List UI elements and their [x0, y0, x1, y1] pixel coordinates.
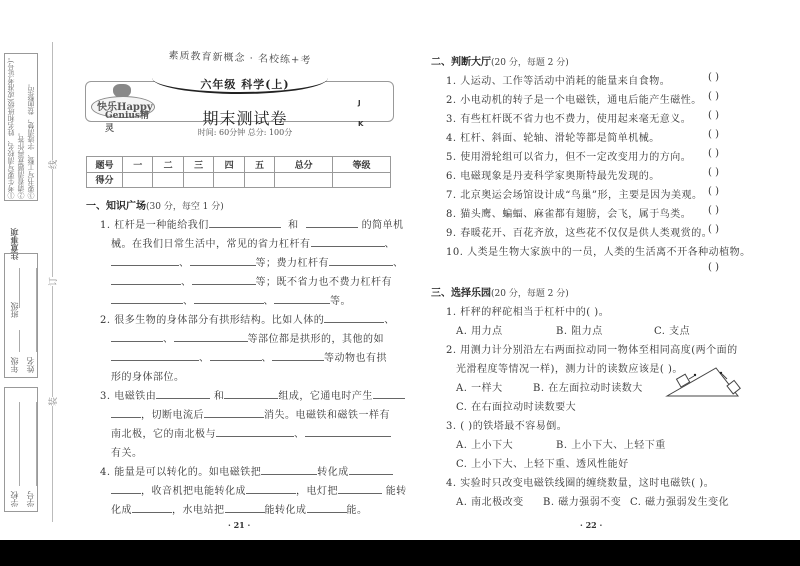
tf-item: 10. 人类是生物大家族中的一员，人类的生活离不开各种动植物。	[446, 247, 751, 258]
text: ，电灯把	[296, 486, 338, 497]
tf-item: 3. 有些杠杆既不省力也不费力，使用起来毫无意义。	[446, 114, 692, 125]
school-field[interactable]	[19, 402, 20, 486]
question-line	[111, 406, 390, 421]
mc-stem: 1. 杆秤的秤砣相当于杠杆中的( )。	[446, 307, 610, 318]
notice-item: ③要书写工整、字迹清楚，卷面整洁。	[27, 80, 35, 199]
text: 、	[163, 334, 174, 345]
answer-blank[interactable]	[132, 503, 172, 513]
text: 、	[179, 258, 190, 269]
answer-paren[interactable]: ( )	[708, 224, 719, 235]
answer-blank[interactable]	[194, 294, 264, 304]
table-cell: 题号	[87, 157, 123, 173]
answer-paren[interactable]: ( )	[708, 148, 719, 159]
table-cell: 三	[183, 157, 213, 173]
answer-blank[interactable]	[111, 294, 183, 304]
answer-paren[interactable]: ( )	[708, 205, 719, 216]
bind-char: 线	[46, 160, 59, 169]
option-b[interactable]: B. 上小下大、上轻下重	[556, 440, 666, 451]
notice-item: ①考生要写清校名、姓名和班级(或准考证号)。	[7, 53, 15, 199]
score-table	[86, 156, 391, 188]
grade-field[interactable]	[19, 330, 20, 352]
mc-stem: 光滑程度等情况一样)，测力计的读数应该是( )。	[456, 364, 683, 375]
bottom-border	[0, 540, 800, 566]
option-a[interactable]: A. 上小下大	[456, 440, 514, 451]
answer-blank[interactable]	[111, 351, 199, 361]
text: 、	[384, 315, 395, 326]
score-input-cell[interactable]	[214, 172, 244, 188]
text: 、	[199, 353, 210, 364]
answer-blank[interactable]	[305, 427, 391, 437]
option-b[interactable]: B. 磁力强弱不变	[543, 497, 622, 508]
id-field[interactable]	[36, 402, 37, 486]
question-line	[100, 387, 405, 402]
answer-blank[interactable]	[311, 237, 385, 247]
class-field[interactable]	[19, 268, 20, 308]
text: 消失。电磁铁和磁铁一样有	[264, 410, 390, 421]
answer-blank[interactable]	[324, 313, 384, 323]
text: 4. 能量是可以转化的。如电磁铁把	[100, 467, 262, 478]
answer-blank[interactable]	[274, 294, 330, 304]
answer-paren[interactable]: ( )	[708, 186, 719, 197]
text: ，切断电流后	[141, 410, 204, 421]
tf-item: 8. 猫头鹰、蝙蝠、麻雀都有翅膀，会飞，属于鸟类。	[446, 209, 692, 220]
question-line	[100, 216, 404, 231]
score-input-cell[interactable]	[275, 172, 333, 188]
answer-paren[interactable]: ( )	[708, 129, 719, 140]
text: 转化成	[317, 467, 349, 478]
table-cell: 等级	[333, 157, 391, 173]
side-mark: J	[358, 99, 361, 107]
text: 等。	[330, 296, 351, 307]
answer-blank[interactable]	[174, 332, 248, 342]
bind-char: 装	[46, 397, 59, 406]
answer-blank[interactable]	[272, 351, 324, 361]
score-input-cell[interactable]	[333, 172, 391, 188]
text: 等；费力杠杆有	[255, 258, 329, 269]
bind-char: 订	[46, 277, 59, 286]
section-heading	[86, 197, 224, 212]
tf-item: 6. 电磁现象是丹麦科学家奥斯特最先发现的。	[446, 171, 660, 182]
mc-stem: 3. ( )的铁塔最不容易倒。	[446, 421, 568, 432]
question-line	[100, 463, 393, 478]
section-note: (30 分，每空 1 分)	[146, 202, 224, 212]
option-c[interactable]: C. 在右面拉动时读数要大	[456, 402, 577, 413]
question-line	[111, 501, 368, 516]
answer-blank[interactable]	[307, 503, 347, 513]
logo-text: 快乐Happy	[97, 102, 153, 113]
mc-stem: 4. 实验时只改变电磁铁线圈的缠绕数量，这时电磁铁( )。	[446, 478, 715, 489]
tf-item: 1. 人运动、工作等活动中消耗的能量来自食物。	[446, 76, 671, 87]
question-line	[111, 235, 395, 250]
answer-blank[interactable]	[216, 427, 294, 437]
answer-paren[interactable]: ( )	[708, 167, 719, 178]
answer-blank[interactable]	[209, 218, 281, 228]
section-heading	[431, 284, 569, 299]
page-title: 期末测试卷	[202, 109, 288, 128]
brand-logo	[91, 90, 157, 134]
question-line	[111, 292, 351, 307]
text: 3. 电磁铁由	[100, 391, 157, 402]
notice-box	[4, 53, 38, 201]
name-label: 姓名	[26, 357, 35, 373]
mc-stem: 2. 用测力计分别沿左右两面拉动同一物体至相同高度(两个面的	[446, 345, 738, 356]
answer-blank[interactable]	[192, 275, 256, 285]
table-cell: 二	[153, 157, 183, 173]
option-c[interactable]: C. 上小下大、上轻下重、透风性能好	[456, 459, 629, 470]
score-input-cell[interactable]	[123, 172, 153, 188]
option-b[interactable]: B. 阻力点	[556, 326, 603, 337]
answer-paren[interactable]: ( )	[708, 262, 719, 273]
text: 等部位都是拱形的，其他的如	[247, 334, 384, 345]
question-line	[111, 273, 392, 288]
text: 的简单机	[361, 220, 404, 231]
school-id-box	[4, 387, 38, 512]
text: 有关。	[111, 448, 143, 459]
text: 等；既不省力也不费力杠杆有	[255, 277, 392, 288]
option-a[interactable]: A. 一样大	[456, 383, 503, 394]
text: 和	[213, 391, 225, 402]
text: 和	[288, 220, 299, 231]
text: 南北极，它的南北极与	[111, 429, 216, 440]
page-number: · 22 ·	[580, 520, 603, 530]
question-line	[111, 425, 391, 440]
answer-blank[interactable]	[204, 408, 264, 418]
text: 组成，它通电时产生	[278, 391, 373, 402]
question-line	[100, 311, 395, 326]
answer-blank[interactable]	[246, 484, 296, 494]
question-line	[111, 330, 384, 345]
text: 、	[384, 239, 395, 250]
text: 化成	[111, 505, 132, 516]
school-label: 学校	[10, 491, 19, 507]
text: 、	[263, 296, 274, 307]
answer-blank[interactable]	[224, 389, 278, 399]
option-c[interactable]: C. 支点	[654, 326, 691, 337]
answer-blank[interactable]	[306, 218, 358, 228]
option-c[interactable]: C. 磁力强弱发生变化	[630, 497, 730, 508]
question-line	[111, 444, 143, 459]
grade-label: 年级	[10, 357, 19, 373]
text: 、	[181, 277, 192, 288]
text: 1. 杠杆是一种能给我们	[100, 220, 209, 231]
class-label: 班级	[10, 302, 19, 318]
text: 形的身体部位。	[111, 372, 185, 383]
question-line	[111, 254, 404, 269]
answer-blank[interactable]	[210, 351, 262, 361]
text: 能转化成	[264, 505, 307, 516]
answer-blank[interactable]	[349, 465, 393, 475]
section-title: 二、判断大厅	[431, 57, 491, 68]
tf-item: 7. 北京奥运会场馆设计成“鸟巢”形，主要是因为美观。	[446, 190, 703, 201]
text: 2. 很多生物的身体部分有拱形结构。比如人体的	[100, 315, 325, 326]
text: ，收音机把电能转化成	[141, 486, 246, 497]
score-row	[87, 172, 391, 188]
section-title: 三、选择乐园	[431, 288, 491, 299]
text: 、	[261, 353, 272, 364]
side-mark: K	[358, 120, 364, 128]
table-cell: 五	[244, 157, 274, 173]
exam-meta: 时间: 60分钟 总分: 100分	[197, 128, 293, 137]
table-cell: 四	[214, 157, 244, 173]
score-input-cell[interactable]	[244, 172, 274, 188]
answer-blank[interactable]	[338, 484, 382, 494]
page-number: · 21 ·	[228, 520, 251, 530]
notice-item: ②请看清题意再作答。	[17, 129, 25, 199]
grade-class-name-box	[4, 253, 38, 378]
answer-blank[interactable]	[190, 256, 256, 266]
score-header-row	[87, 157, 391, 173]
tf-item: 9. 春暖花开、百花齐放，这些花不仅仅是供人类观赏的。	[446, 228, 713, 239]
option-a[interactable]: A. 南北极改变	[456, 497, 524, 508]
text: 械。在我们日常生活中，常见的省力杠杆有	[111, 239, 311, 250]
option-a[interactable]: A. 用力点	[456, 326, 503, 337]
notice-title: 注意事项	[9, 228, 19, 260]
name-field[interactable]	[36, 268, 37, 352]
answer-blank[interactable]	[329, 256, 393, 266]
logo-text: Genius精灵	[105, 111, 149, 134]
text: 等动物也有拱	[324, 353, 387, 364]
answer-paren[interactable]: ( )	[708, 72, 719, 83]
answer-blank[interactable]	[225, 503, 265, 513]
tf-item: 2. 小电动机的转子是一个电磁铁，通电后能产生磁性。	[446, 95, 702, 106]
id-label: 学号	[26, 491, 35, 507]
text: 能转	[385, 486, 407, 497]
answer-blank[interactable]	[111, 275, 181, 285]
table-cell: 得分	[87, 172, 123, 188]
tf-item: 4. 杠杆、斜面、轮轴、滑轮等都是简单机械。	[446, 133, 660, 144]
answer-paren[interactable]: ( )	[708, 110, 719, 121]
section-note: (20 分，每题 2 分)	[491, 289, 569, 299]
incline-diagram	[665, 365, 760, 403]
score-input-cell[interactable]	[153, 172, 183, 188]
answer-blank[interactable]	[111, 332, 163, 342]
answer-blank[interactable]	[111, 484, 141, 494]
score-input-cell[interactable]	[183, 172, 213, 188]
answer-blank[interactable]	[111, 408, 141, 418]
question-line	[111, 482, 407, 497]
section-title: 一、知识广场	[86, 201, 146, 212]
question-line	[111, 349, 387, 364]
answer-blank[interactable]	[373, 389, 405, 399]
table-cell: 一	[123, 157, 153, 173]
answer-blank[interactable]	[261, 465, 317, 475]
section-heading	[431, 53, 569, 68]
option-b[interactable]: B. 在左面拉动时读数大	[533, 383, 643, 394]
grade-subject: 六年级 科学(上)	[200, 78, 290, 91]
question-line	[111, 368, 185, 383]
tf-item: 5. 使用滑轮组可以省力，但不一定改变用力的方向。	[446, 152, 692, 163]
answer-blank[interactable]	[156, 389, 210, 399]
table-cell: 总分	[275, 157, 333, 173]
text: ，水电站把	[172, 505, 225, 516]
section-note: (20 分，每题 2 分)	[491, 58, 569, 68]
answer-blank[interactable]	[111, 256, 179, 266]
answer-paren[interactable]: ( )	[708, 91, 719, 102]
text: 、	[183, 296, 194, 307]
text: 、	[393, 258, 404, 269]
slogan: 素质教育新概念 · 名校练+考	[168, 50, 312, 67]
text: 能。	[346, 505, 368, 516]
text: 、	[294, 429, 305, 440]
